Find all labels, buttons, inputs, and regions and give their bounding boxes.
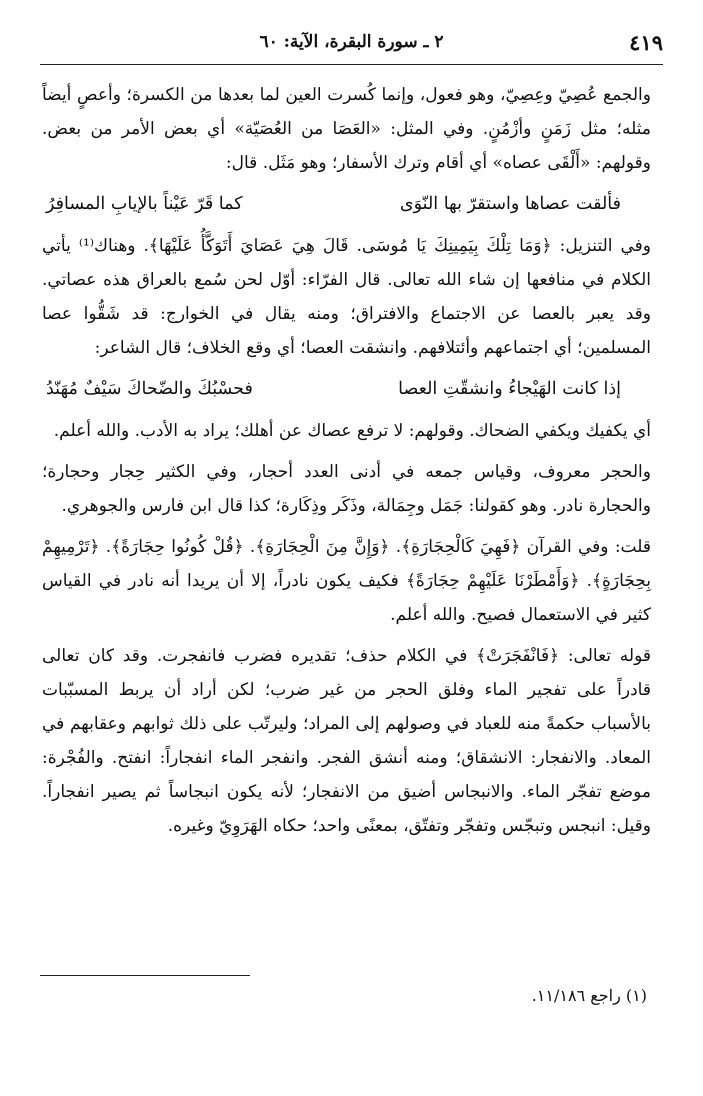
paragraph-2: وفي التنزيل: ﴿وَمَا تِلْكَ بِيَمِينِكَ يَا مُوسَى. قَالَ هِيَ عَصَايَ أَتَوَكَّأُ عَلَيْهَا﴾. وهناك⁽¹⁾ يأتي الكلام في منافعها إن شاء الله تعالى. قال الفرّاء: أوّل لحن سُمع بالعراق هذه عصاتي. وقد يعبر بالعصا عن الاجتماع والافتراق؛ ومنه يقال في الخوارج: قد شَقُّوا عصا المسلمين؛ أي اجتماعهم وأئتلافهم. وانشقت العصا؛ أي وقع الخلاف؛ قال الشاعر: <box>42 236 651 358</box>
footnote: (١) راجع ١١/١٨٦. <box>531 986 647 1005</box>
paragraph-1: والجمع عُصِيّ وعِصِيّ، وهو فعول، وإنما كُسرت العين لما بعدها من الكسرة؛ وأعصٍ أيضاً مثله؛ مثل زَمَنٍ وأزْمُنٍ. وفي المثل: «العَصَا من العُصَيّة» أي بعض الأمر من بعض. وقولهم: «أَلْقَى عصاه» أي أقام وترك الأسفار؛ وهو مَثَل. قال: <box>42 85 651 173</box>
verse-2-first-hemistich: إذا كانت الهَيْجاءُ وانشقّتِ العصا <box>398 379 621 399</box>
poetry-verse-2 <box>42 372 651 406</box>
poetry-verse-1 <box>42 187 651 221</box>
verse-1-first-hemistich: فألقت عصاها واستقرّ بها النّوَى <box>399 194 621 214</box>
paragraph-4: والحجر معروف، وقياس جمعه في أدنى العدد أحجار، وفي الكثير حِجار وحجارة؛ والحجارة نادر. وهو كقولنا: جَمَل وجِمَالة، وذَكَر وذِكَارة؛ كذا قال ابن فارس والجوهري. <box>42 462 651 516</box>
page-number: ٤١٩ <box>629 30 663 55</box>
running-title: ٢ ـ سورة البقرة، الآية: ٦٠ <box>259 32 444 52</box>
paragraph-6: قوله تعالى: ﴿فَانْفَجَرَتْ﴾ في الكلام حذف؛ تقديره فضرب فانفجرت. وقد كان تعالى قادراً على تفجير الماء وفلق الحجر من غير ضرب؛ لكن أراد أن يربط المسبّبات بالأسباب حكمةً منه للعباد في وصولهم إلى المراد؛ وليرتّب على ذلك ثوابهم وعقابهم في المعاد. والانفجار: الانشقاق؛ ومنه أنشق الفجر. وانفجر الماء انفجاراً: انفتح. والفُجْرة: موضع تفجّر الماء. والانبجاس أضيق من الانفجار؛ لأنه يكون انبجاساً ثم يصير انفجاراً. وقيل: انبجس وتبجّس وتفجّر وتفتّق، بمعنًى واحد؛ حكاه الهَرَوِيّ وغيره. <box>42 646 651 836</box>
page-body <box>42 78 651 850</box>
page-header <box>40 30 663 65</box>
paragraph-3: أي يكفيك ويكفي الضحاك. وقولهم: لا ترفع عصاك عن أهلك؛ يراد به الأدب. والله أعلم. <box>53 421 651 441</box>
verse-1-second-hemistich: كما قَرّ عَيْناً بالإيابِ المسافِرُ <box>46 194 243 214</box>
verse-2-second-hemistich: فحسْبُكَ والضّحاكَ سَيْفٌ مُهَنّدُ <box>46 379 253 399</box>
footnote-divider <box>40 975 250 976</box>
paragraph-5: قلت: وفي القرآن ﴿فَهِيَ كَالْحِجَارَةِ﴾. ﴿وَإِنَّ مِنَ الْحِجَارَةِ﴾. ﴿قُلْ كُونُوا حِجَارَةً﴾. ﴿تَرْمِيهِمْ بِحِجَارَةٍ﴾. ﴿وَأَمْطَرْنَا عَلَيْهِمْ حِجَارَةً﴾ فكيف يكون نادراً، إلا أن يريدا أنه نادر في القياس كثير في الاستعمال فصيح. والله أعلم. <box>42 537 651 625</box>
